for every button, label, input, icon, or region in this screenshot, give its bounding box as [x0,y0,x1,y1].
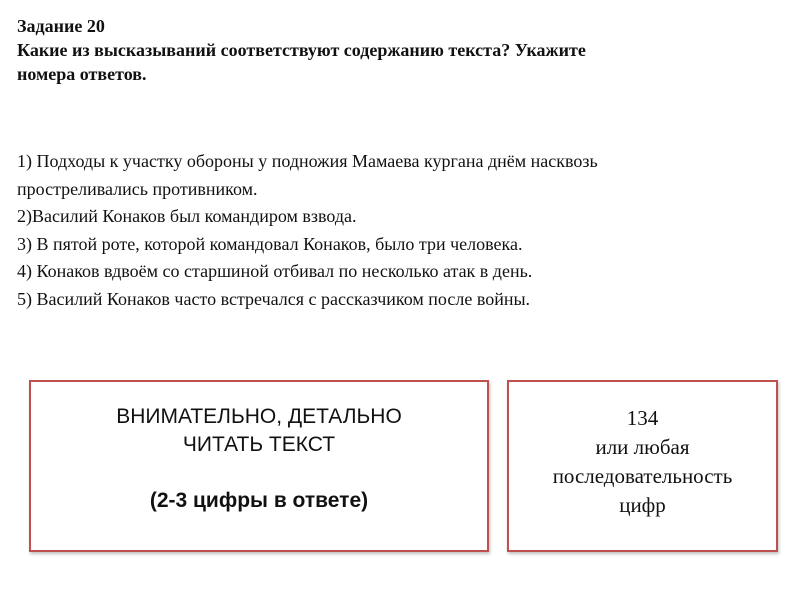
hint-box [29,380,489,552]
statement-4: 4) Конаков вдвоём со старшиной отбивал по несколько атак в день. [17,261,533,281]
statement-1-line-2: простреливались противником. [17,178,258,199]
statement-list [17,148,787,313]
task-number: Задание 20 [17,16,105,36]
answer-line-3: последовательность [552,464,733,488]
task-header [17,14,777,86]
task-question-line-2: номера ответов. [17,64,147,84]
answer-line-2: или любая [595,435,690,459]
statement-1-line-1: 1) Подходы к участку обороны у подножия Мамаева кургана днём насквозь [17,151,598,171]
hint-line-2: ЧИТАТЬ ТЕКСТ [182,433,336,456]
statement-3: 3) В пятой роте, которой командовал Конаков, было три человека. [17,233,523,254]
answer-line-4: цифр [619,493,666,517]
hint-note: (2-3 цифры в ответе) [149,489,369,512]
answer-value: 134 [626,406,659,430]
answer-box [507,380,778,552]
statement-2: 2)Василий Конаков был командиром взвода. [17,206,357,226]
hint-line-1: ВНИМАТЕЛЬНО, ДЕТАЛЬНО [116,405,402,428]
task-question-line-1: Какие из высказываний соответствуют содержанию текста? Укажите [17,40,586,60]
statement-5: 5) Василий Конаков часто встречался с рассказчиком после войны. [17,288,531,309]
